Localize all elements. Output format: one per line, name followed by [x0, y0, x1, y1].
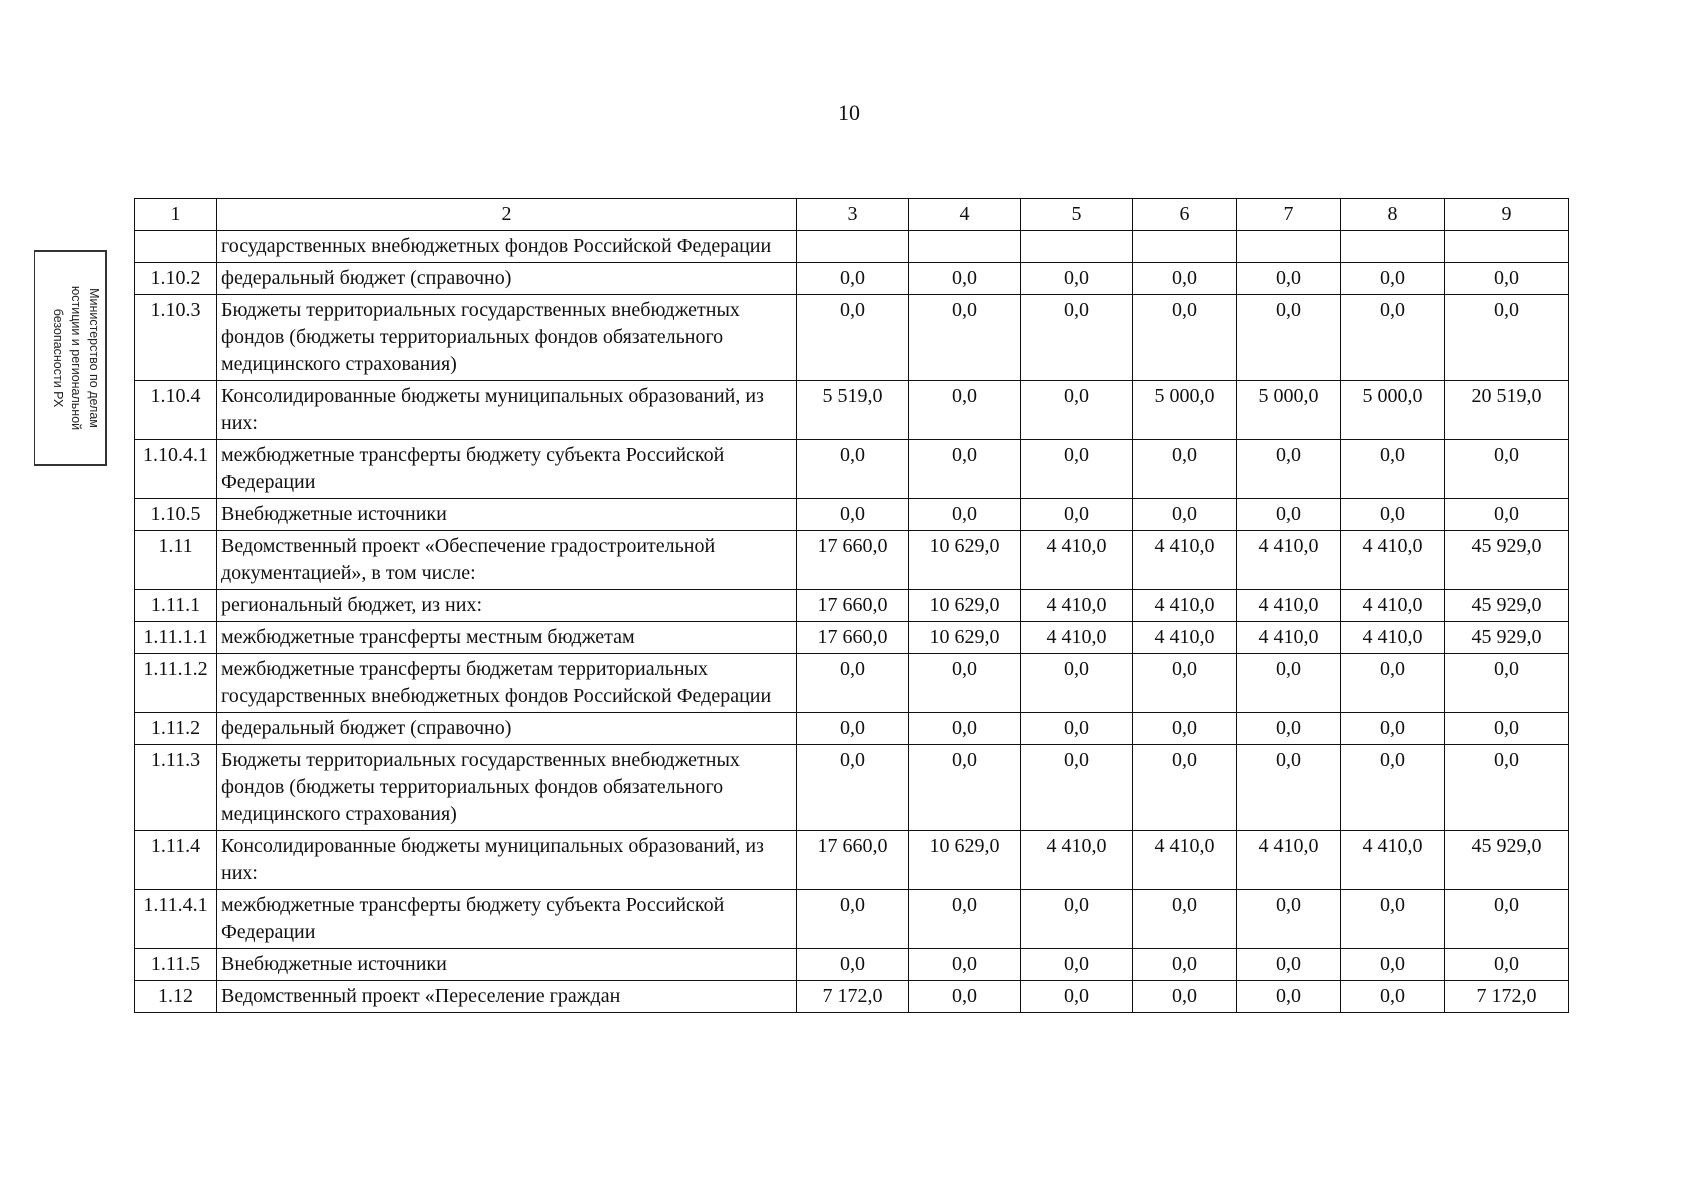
value-cell: 0,0: [1021, 745, 1133, 831]
value-cell: 0,0: [1237, 713, 1341, 745]
row-name: федеральный бюджет (справочно): [217, 713, 797, 745]
column-header: 2: [217, 199, 797, 231]
table-row: [135, 231, 1569, 263]
table-row: [135, 745, 1569, 831]
value-cell: 0,0: [1021, 981, 1133, 1013]
value-cell: 0,0: [797, 263, 909, 295]
value-cell: 0,0: [909, 499, 1021, 531]
value-cell: 0,0: [1341, 263, 1445, 295]
value-cell: 0,0: [1445, 890, 1569, 949]
value-cell: 0,0: [1445, 654, 1569, 713]
value-cell: 4 410,0: [1021, 531, 1133, 590]
value-cell: 0,0: [909, 713, 1021, 745]
row-code: [135, 231, 217, 263]
row-name: Ведомственный проект «Обеспечение градостроительной документацией», в том числе:: [217, 531, 797, 590]
row-code: 1.11.3: [135, 745, 217, 831]
value-cell: 0,0: [1237, 295, 1341, 381]
row-code: 1.11.4.1: [135, 890, 217, 949]
value-cell: 0,0: [1133, 713, 1237, 745]
value-cell: 10 629,0: [909, 531, 1021, 590]
value-cell: 0,0: [797, 713, 909, 745]
row-code: 1.12: [135, 981, 217, 1013]
page-number: 10: [838, 100, 860, 125]
column-header: 8: [1341, 199, 1445, 231]
value-cell: 4 410,0: [1341, 831, 1445, 890]
row-name: Внебюджетные источники: [217, 949, 797, 981]
value-cell: 7 172,0: [1445, 981, 1569, 1013]
value-cell: 7 172,0: [797, 981, 909, 1013]
value-cell: 0,0: [1341, 654, 1445, 713]
registration-stamp: [34, 250, 107, 466]
value-cell: 0,0: [909, 981, 1021, 1013]
stamp-text: [37, 255, 103, 461]
value-cell: 5 000,0: [1237, 381, 1341, 440]
table-row: [135, 622, 1569, 654]
value-cell: 0,0: [797, 654, 909, 713]
value-cell: 45 929,0: [1445, 590, 1569, 622]
value-cell: 45 929,0: [1445, 831, 1569, 890]
value-cell: 0,0: [1341, 499, 1445, 531]
value-cell: [1021, 231, 1133, 263]
value-cell: 4 410,0: [1341, 531, 1445, 590]
value-cell: 0,0: [1021, 654, 1133, 713]
table-row: [135, 949, 1569, 981]
value-cell: 45 929,0: [1445, 531, 1569, 590]
row-name: Консолидированные бюджеты муниципальных образований, из них:: [217, 831, 797, 890]
value-cell: 0,0: [1237, 499, 1341, 531]
stamp-line: Министерство по делам: [87, 288, 101, 428]
value-cell: 17 660,0: [797, 622, 909, 654]
value-cell: 0,0: [909, 263, 1021, 295]
value-cell: 0,0: [1133, 949, 1237, 981]
value-cell: 0,0: [1341, 949, 1445, 981]
row-code: 1.11.1.2: [135, 654, 217, 713]
value-cell: [1133, 231, 1237, 263]
row-name: межбюджетные трансферты бюджетам территориальных государственных внебюджетных фондов Российской Федерации: [217, 654, 797, 713]
value-cell: 0,0: [1341, 295, 1445, 381]
value-cell: 0,0: [1021, 381, 1133, 440]
value-cell: 10 629,0: [909, 590, 1021, 622]
stamp-line: безопасности РХ: [51, 308, 65, 408]
value-cell: 0,0: [1237, 981, 1341, 1013]
value-cell: [909, 231, 1021, 263]
value-cell: 10 629,0: [909, 831, 1021, 890]
value-cell: 4 410,0: [1021, 590, 1133, 622]
table-row: [135, 440, 1569, 499]
row-name: федеральный бюджет (справочно): [217, 263, 797, 295]
value-cell: 0,0: [797, 295, 909, 381]
value-cell: 0,0: [1445, 440, 1569, 499]
row-name: Внебюджетные источники: [217, 499, 797, 531]
value-cell: 0,0: [1237, 440, 1341, 499]
table-row: [135, 499, 1569, 531]
value-cell: 4 410,0: [1133, 622, 1237, 654]
value-cell: 0,0: [1021, 499, 1133, 531]
row-code: 1.11.5: [135, 949, 217, 981]
row-name: региональный бюджет, из них:: [217, 590, 797, 622]
row-code: 1.10.2: [135, 263, 217, 295]
column-header: 7: [1237, 199, 1341, 231]
value-cell: 4 410,0: [1237, 590, 1341, 622]
value-cell: 4 410,0: [1133, 531, 1237, 590]
value-cell: 0,0: [1133, 263, 1237, 295]
value-cell: 0,0: [1133, 981, 1237, 1013]
value-cell: 5 519,0: [797, 381, 909, 440]
column-header: 5: [1021, 199, 1133, 231]
value-cell: 45 929,0: [1445, 622, 1569, 654]
value-cell: 0,0: [1237, 949, 1341, 981]
column-header: 1: [135, 199, 217, 231]
row-name: межбюджетные трансферты бюджету субъекта Российской Федерации: [217, 890, 797, 949]
row-code: 1.11.2: [135, 713, 217, 745]
row-code: 1.10.4.1: [135, 440, 217, 499]
value-cell: 0,0: [1133, 745, 1237, 831]
value-cell: 0,0: [1341, 745, 1445, 831]
value-cell: 4 410,0: [1021, 622, 1133, 654]
table-row: [135, 295, 1569, 381]
value-cell: [1341, 231, 1445, 263]
row-name: государственных внебюджетных фондов Российской Федерации: [217, 231, 797, 263]
value-cell: 0,0: [909, 745, 1021, 831]
value-cell: 0,0: [1021, 713, 1133, 745]
table-row: [135, 654, 1569, 713]
column-header: 4: [909, 199, 1021, 231]
value-cell: 17 660,0: [797, 590, 909, 622]
value-cell: 0,0: [1237, 890, 1341, 949]
value-cell: 4 410,0: [1133, 590, 1237, 622]
row-code: 1.11: [135, 531, 217, 590]
header-row: [135, 199, 1569, 231]
table-body: [135, 199, 1569, 1013]
value-cell: 4 410,0: [1237, 831, 1341, 890]
row-name: межбюджетные трансферты местным бюджетам: [217, 622, 797, 654]
row-name: Бюджеты территориальных государственных внебюджетных фондов (бюджеты территориальных фондов обязательного медицинского страхования): [217, 295, 797, 381]
value-cell: 0,0: [797, 890, 909, 949]
value-cell: 0,0: [1445, 499, 1569, 531]
value-cell: 0,0: [909, 295, 1021, 381]
value-cell: 0,0: [1237, 745, 1341, 831]
value-cell: 0,0: [1237, 654, 1341, 713]
value-cell: 0,0: [1021, 949, 1133, 981]
row-code: 1.11.1: [135, 590, 217, 622]
value-cell: 0,0: [1445, 295, 1569, 381]
value-cell: 0,0: [797, 745, 909, 831]
value-cell: 0,0: [1021, 295, 1133, 381]
value-cell: 0,0: [1445, 713, 1569, 745]
value-cell: 4 410,0: [1237, 531, 1341, 590]
value-cell: 4 410,0: [1341, 622, 1445, 654]
value-cell: 0,0: [1021, 440, 1133, 499]
row-name: Ведомственный проект «Переселение граждан: [217, 981, 797, 1013]
value-cell: 0,0: [1341, 890, 1445, 949]
row-code: 1.11.1.1: [135, 622, 217, 654]
column-header: 6: [1133, 199, 1237, 231]
value-cell: 0,0: [1021, 890, 1133, 949]
stamp-line: юстиции и региональной: [69, 285, 83, 431]
value-cell: 0,0: [797, 499, 909, 531]
value-cell: 0,0: [1021, 263, 1133, 295]
value-cell: 0,0: [1133, 499, 1237, 531]
value-cell: 0,0: [909, 440, 1021, 499]
row-code: 1.10.5: [135, 499, 217, 531]
table-row: [135, 531, 1569, 590]
value-cell: 0,0: [1133, 440, 1237, 499]
value-cell: 0,0: [1341, 713, 1445, 745]
value-cell: 0,0: [1133, 295, 1237, 381]
value-cell: [797, 231, 909, 263]
value-cell: 10 629,0: [909, 622, 1021, 654]
value-cell: 4 410,0: [1021, 831, 1133, 890]
value-cell: 0,0: [1133, 890, 1237, 949]
value-cell: 0,0: [1445, 263, 1569, 295]
value-cell: 4 410,0: [1133, 831, 1237, 890]
value-cell: [1445, 231, 1569, 263]
value-cell: 4 410,0: [1341, 590, 1445, 622]
row-code: 1.10.4: [135, 381, 217, 440]
table-row: [135, 590, 1569, 622]
row-name: Консолидированные бюджеты муниципальных образований, из них:: [217, 381, 797, 440]
row-code: 1.11.4: [135, 831, 217, 890]
value-cell: [1237, 231, 1341, 263]
table-row: [135, 981, 1569, 1013]
row-name: межбюджетные трансферты бюджету субъекта Российской Федерации: [217, 440, 797, 499]
value-cell: 5 000,0: [1341, 381, 1445, 440]
value-cell: 0,0: [909, 654, 1021, 713]
row-name: Бюджеты территориальных государственных внебюджетных фондов (бюджеты территориальных фондов обязательного медицинского страхования): [217, 745, 797, 831]
value-cell: 5 000,0: [1133, 381, 1237, 440]
value-cell: 0,0: [909, 381, 1021, 440]
value-cell: 0,0: [1341, 981, 1445, 1013]
row-code: 1.10.3: [135, 295, 217, 381]
value-cell: 0,0: [909, 949, 1021, 981]
value-cell: 0,0: [1445, 745, 1569, 831]
value-cell: 0,0: [797, 440, 909, 499]
column-header: 9: [1445, 199, 1569, 231]
value-cell: 0,0: [1133, 654, 1237, 713]
value-cell: 20 519,0: [1445, 381, 1569, 440]
value-cell: 0,0: [1445, 949, 1569, 981]
value-cell: 0,0: [909, 890, 1021, 949]
value-cell: 0,0: [1237, 263, 1341, 295]
table-row: [135, 263, 1569, 295]
value-cell: 0,0: [1341, 440, 1445, 499]
table-row: [135, 381, 1569, 440]
table-row: [135, 713, 1569, 745]
table-row: [135, 890, 1569, 949]
value-cell: 17 660,0: [797, 531, 909, 590]
column-header: 3: [797, 199, 909, 231]
value-cell: 17 660,0: [797, 831, 909, 890]
budget-table: [134, 198, 1569, 1013]
table-row: [135, 831, 1569, 890]
value-cell: 4 410,0: [1237, 622, 1341, 654]
value-cell: 0,0: [797, 949, 909, 981]
